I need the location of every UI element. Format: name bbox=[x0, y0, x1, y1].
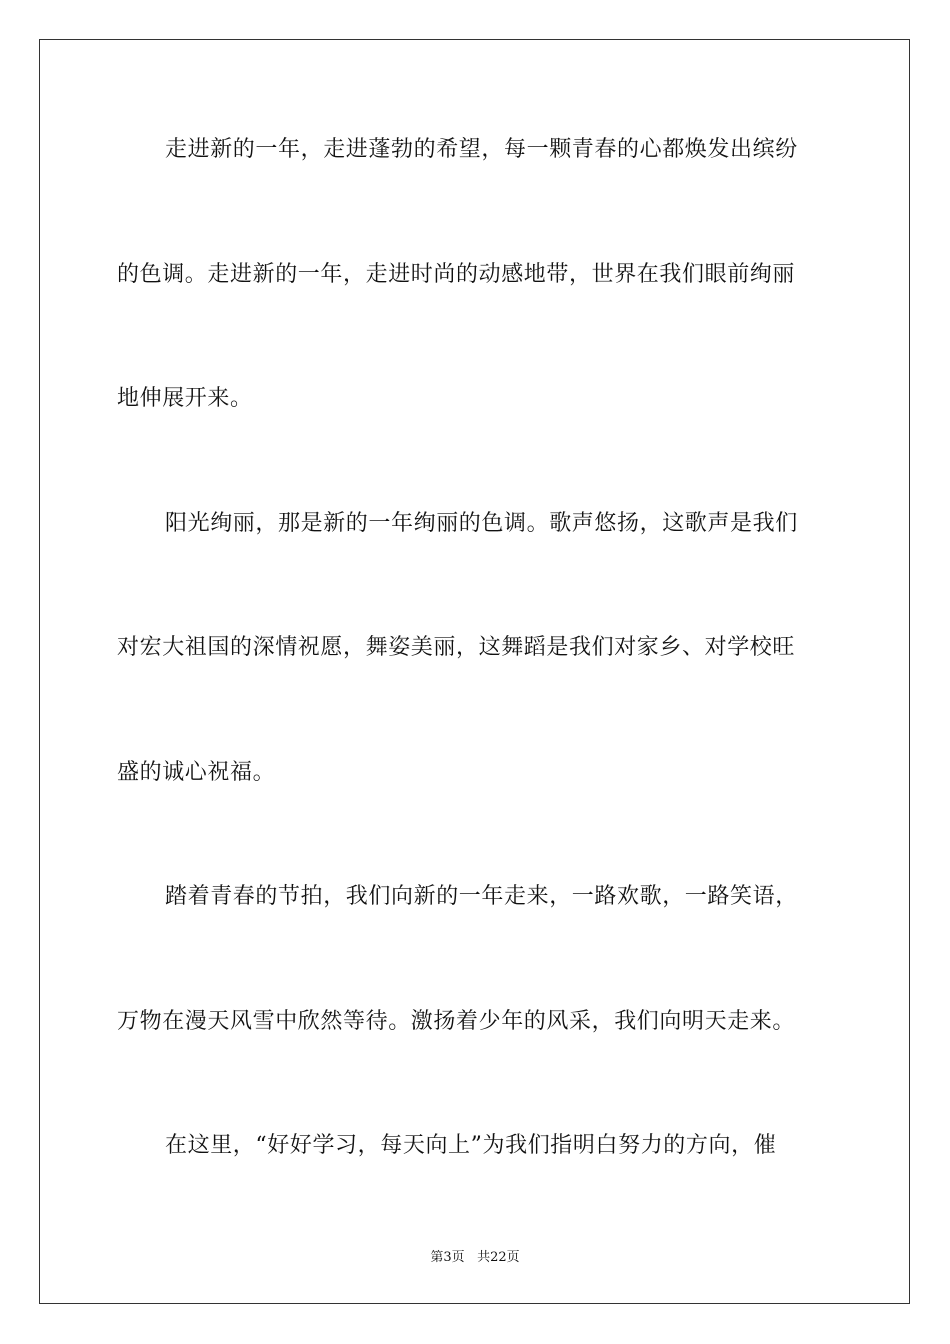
paragraph-1-line-2: 的色调。走进新的一年，走进时尚的动感地带，世界在我们眼前绚丽 bbox=[117, 262, 796, 287]
page-footer bbox=[0, 1246, 950, 1265]
page-number: 第3页 bbox=[430, 1250, 465, 1265]
paragraph-2-line-1: 阳光绚丽，那是新的一年绚丽的色调。歌声悠扬，这歌声是我们 bbox=[165, 511, 798, 536]
paragraph-1-line-1: 走进新的一年，走进蓬勃的希望，每一颗青春的心都焕发出缤纷 bbox=[165, 137, 798, 162]
paragraph-3-line-2: 万物在漫天风雪中欣然等待。激扬着少年的风采，我们向明天走来。 bbox=[117, 1009, 796, 1034]
paragraph-2-line-3: 盛的诚心祝福。 bbox=[117, 760, 276, 785]
paragraph-4-line-1: 在这里，“好好学习，每天向上”为我们指明白努力的方向，催 bbox=[165, 1133, 777, 1158]
page-total: 共22页 bbox=[477, 1250, 520, 1265]
paragraph-2-line-2: 对宏大祖国的深情祝愿，舞姿美丽，这舞蹈是我们对家乡、对学校旺 bbox=[117, 635, 796, 660]
paragraph-3-line-1: 踏着青春的节拍，我们向新的一年走来，一路欢歌，一路笑语， bbox=[165, 884, 798, 909]
page-frame bbox=[39, 39, 910, 1304]
paragraph-1-line-3: 地伸展开来。 bbox=[117, 386, 253, 411]
